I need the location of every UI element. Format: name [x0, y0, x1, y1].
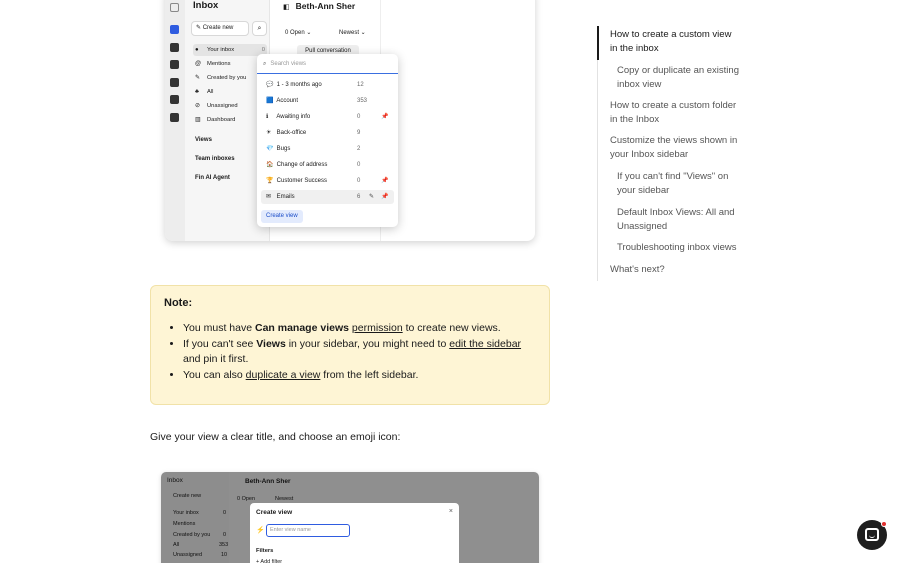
sidebar-item-mentions[interactable]: @ Mentions: [193, 58, 267, 70]
emoji-picker-icon[interactable]: ⚡: [256, 527, 265, 534]
sun-icon: ☀: [266, 130, 272, 136]
search-icon[interactable]: ⌕: [252, 21, 267, 36]
sidebar-item-count: 0: [223, 532, 227, 538]
chevron-down-icon: ⌄: [304, 30, 312, 36]
send-icon: [170, 95, 179, 104]
list-item: • You can also duplicate a view from the left sidebar.: [183, 368, 538, 384]
create-view-modal: [250, 503, 459, 563]
view-row[interactable]: ℹ Awaiting info 0 📌: [261, 110, 394, 124]
building-icon: 🟦: [266, 98, 274, 104]
pencil-icon: ✎: [196, 25, 203, 31]
pull-conversation-button[interactable]: Pull conversation: [297, 45, 359, 57]
panel-icon: ◧: [283, 4, 290, 11]
inbox-icon: [170, 25, 179, 34]
views-section-label: Views: [195, 137, 212, 143]
open-filter-dropdown[interactable]: 0 Open ⌄: [285, 30, 312, 36]
view-row[interactable]: 💬 1 - 3 months ago 12: [261, 78, 394, 92]
avatar-icon: ●: [195, 47, 199, 53]
envelope-icon: ✉: [266, 194, 272, 200]
note-title: Note:: [164, 297, 193, 309]
list-item: • If you can't see Views in your sidebar, you might need to edit the sidebar and pin it first.: [183, 337, 538, 368]
pin-icon[interactable]: 📌: [381, 194, 389, 200]
sidebar-item-label[interactable]: Your inbox: [173, 510, 199, 516]
sidebar-item-label[interactable]: Mentions: [173, 521, 196, 527]
add-filter-button[interactable]: + Add filter: [256, 559, 283, 563]
team-icon: [170, 113, 179, 122]
info-icon: ℹ: [266, 114, 269, 120]
sidebar-item-all[interactable]: ♣ All: [193, 86, 267, 98]
chat-icon: [865, 528, 879, 541]
view-row[interactable]: 💎 Bugs 2: [261, 142, 394, 156]
create-view-screenshot: [161, 472, 539, 563]
list-item: • You must have Can manage views permission to create new views.: [183, 321, 538, 337]
sort-dropdown[interactable]: Newest: [275, 496, 294, 502]
permission-link[interactable]: permission: [351, 322, 403, 334]
pencil-icon: ✎: [195, 75, 201, 81]
contacts-icon: [170, 43, 179, 52]
toc-item[interactable]: How to create a custom view in the inbox: [610, 29, 732, 54]
create-view-button[interactable]: Create view: [261, 210, 303, 223]
note-callout: [150, 285, 550, 405]
views-dropdown: [257, 54, 398, 227]
toc-item[interactable]: Troubleshooting inbox views: [617, 242, 737, 253]
sidebar-title: Inbox: [167, 477, 183, 484]
inbox-owner: ◧ Beth-Ann Sher: [283, 1, 356, 11]
sidebar-item-unassigned[interactable]: ⊘ Unassigned: [193, 100, 267, 112]
view-row[interactable]: ✉ Emails 6 ✎ 📌: [261, 190, 394, 204]
close-icon[interactable]: ×: [448, 508, 453, 515]
duplicate-view-link[interactable]: duplicate a view: [245, 368, 321, 381]
gem-icon: 💎: [266, 146, 274, 152]
sidebar-item-label[interactable]: Unassigned: [173, 552, 203, 558]
view-name-input[interactable]: Enter view name: [266, 524, 350, 537]
sidebar-item-label[interactable]: Created by you: [173, 532, 211, 538]
reports-icon: [170, 78, 179, 87]
sort-dropdown[interactable]: Newest ⌄: [339, 30, 366, 36]
pencil-icon[interactable]: ✎: [369, 194, 375, 200]
modal-title: Create view: [256, 509, 293, 516]
sidebar-item-dashboard[interactable]: ▥ Dashboard: [193, 114, 267, 126]
sidebar-item-created-by-you[interactable]: ✎ Created by you: [193, 72, 267, 84]
at-icon: @: [195, 61, 202, 67]
toc-item[interactable]: How to create a custom folder in the Inbox: [610, 100, 737, 125]
toc-item[interactable]: Default Inbox Views: All and Unassigned: [617, 207, 735, 232]
sidebar-item-count: 353: [219, 542, 229, 548]
view-row[interactable]: ☀ Back-office 9: [261, 126, 394, 140]
chevron-down-icon: ⌄: [359, 30, 366, 36]
search-icon: ⌕: [263, 61, 267, 67]
speech-bubble-icon: 💬: [266, 82, 274, 88]
view-row[interactable]: 🟦 Account 353: [261, 94, 394, 108]
sidebar-item-count: 0: [223, 510, 227, 516]
house-icon: 🏠: [266, 162, 274, 168]
filters-label: Filters: [256, 548, 274, 554]
trophy-icon: 🏆: [266, 178, 274, 184]
view-row[interactable]: 🏆 Customer Success 0 📌: [261, 174, 394, 188]
users-icon: ♣: [195, 89, 199, 95]
pin-icon[interactable]: 📌: [381, 114, 389, 120]
menu-icon: [170, 3, 179, 12]
view-row[interactable]: 🏠 Change of address 0: [261, 158, 394, 172]
toc-item[interactable]: What's next?: [610, 264, 665, 275]
create-new-button[interactable]: ✎ Create new: [191, 21, 249, 36]
note-list: [183, 321, 538, 383]
book-icon: [170, 60, 179, 69]
create-new-button[interactable]: Create new: [173, 493, 202, 499]
sidebar-item-your-inbox[interactable]: ● Your inbox 0: [193, 44, 267, 56]
pin-icon[interactable]: 📌: [381, 178, 389, 184]
chart-icon: ▥: [195, 117, 201, 123]
fin-ai-agent-label: Fin AI Agent: [195, 175, 230, 181]
notification-dot: [881, 521, 887, 527]
sidebar-item-label[interactable]: All: [173, 542, 180, 548]
edit-sidebar-link[interactable]: edit the sidebar: [449, 337, 522, 350]
search-views-input[interactable]: ⌕ Search views: [257, 54, 398, 74]
app-rail: [165, 0, 185, 241]
body-paragraph: Give your view a clear title, and choose an emoji icon:: [150, 431, 401, 443]
toc-item[interactable]: Copy or duplicate an existing inbox view: [617, 65, 739, 90]
open-filter-dropdown[interactable]: 0 Open: [237, 496, 256, 502]
toc-item[interactable]: Customize the views shown in your Inbox sidebar: [610, 135, 738, 160]
toc-active-indicator: [597, 26, 599, 60]
sidebar-item-count: 10: [221, 552, 228, 558]
table-of-contents: [597, 26, 747, 281]
team-inboxes-label: Team inboxes: [195, 156, 235, 162]
inbox-screenshot: [165, 0, 535, 241]
user-off-icon: ⊘: [195, 103, 201, 109]
sidebar-title: Inbox: [193, 0, 219, 11]
toc-item[interactable]: If you can't find "Views" on your sidebar: [617, 171, 729, 196]
inbox-owner: Beth-Ann Sher: [245, 478, 291, 485]
